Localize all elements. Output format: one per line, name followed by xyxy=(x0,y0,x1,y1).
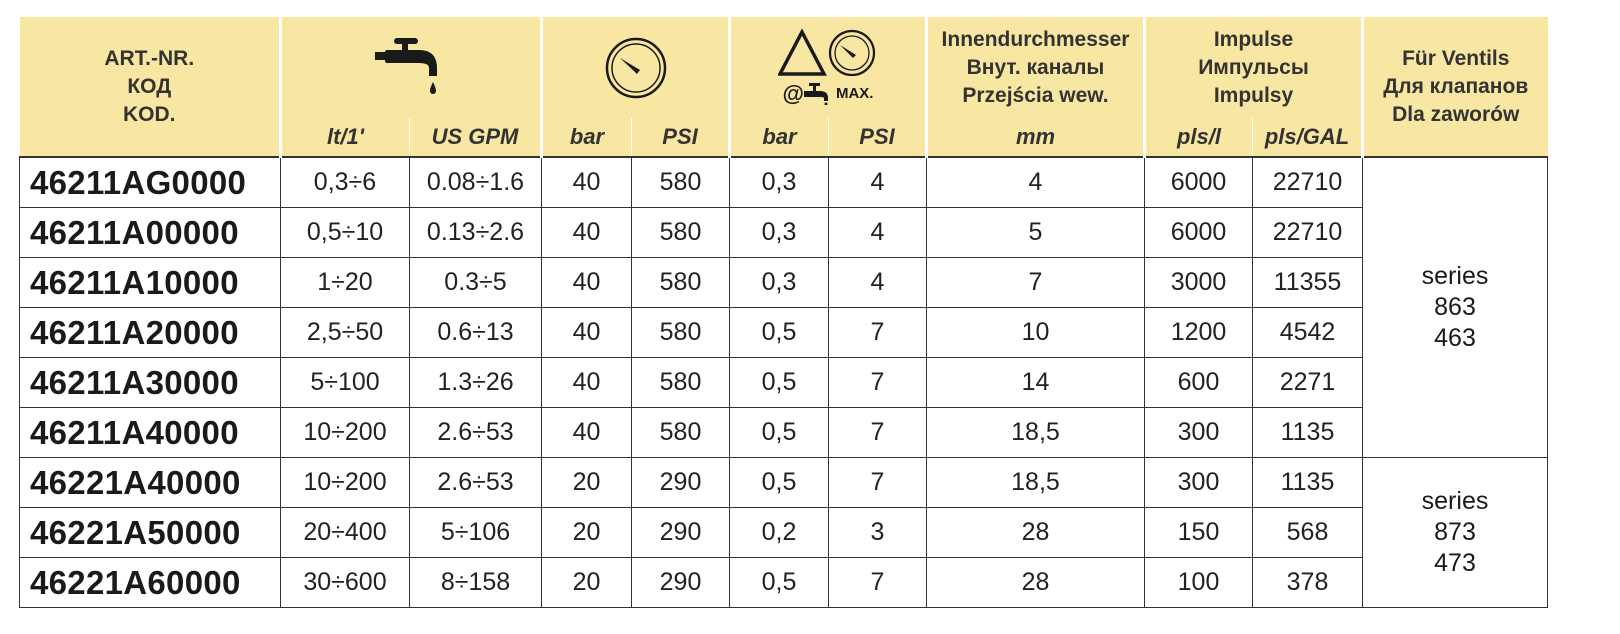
impulse-line: Impulse xyxy=(1213,27,1294,51)
impulse-line: Импульсы xyxy=(1198,55,1309,79)
article-number: 46211A20000 xyxy=(20,308,281,358)
header-delta-pressure xyxy=(730,17,927,118)
pressure-bar: 40 xyxy=(542,208,632,258)
delta-psi: 4 xyxy=(829,208,927,258)
impulse-pls-l: 3000 xyxy=(1145,258,1253,308)
flow-gpm: 5÷106 xyxy=(410,508,542,558)
pressure-bar: 40 xyxy=(542,157,632,208)
art-nr-line: KOD. xyxy=(123,102,176,126)
inner-diameter-mm: 18,5 xyxy=(927,408,1145,458)
impulse-pls-l: 150 xyxy=(1145,508,1253,558)
impulse-pls-l: 300 xyxy=(1145,408,1253,458)
pressure-bar: 40 xyxy=(542,408,632,458)
delta-bar: 0,2 xyxy=(730,508,829,558)
table-row xyxy=(20,508,1548,558)
pressure-bar: 40 xyxy=(542,358,632,408)
inner-diameter-mm: 28 xyxy=(927,508,1145,558)
pressure-psi: 580 xyxy=(632,208,730,258)
delta-bar: 0,3 xyxy=(730,208,829,258)
header-valves xyxy=(1363,17,1548,157)
table-row xyxy=(20,258,1548,308)
flow-gpm: 0.3÷5 xyxy=(410,258,542,308)
flow-lpm: 30÷600 xyxy=(281,558,410,608)
inner-diameter-mm: 4 xyxy=(927,157,1145,208)
unit-label: mm xyxy=(927,118,1145,157)
pressure-bar: 20 xyxy=(542,558,632,608)
inner-diameter-mm: 14 xyxy=(927,358,1145,408)
impulse-pls-l: 6000 xyxy=(1145,208,1253,258)
art-nr-line: КОД xyxy=(127,74,172,98)
flow-gpm: 1.3÷26 xyxy=(410,358,542,408)
table-row xyxy=(20,157,1548,208)
valves-line: Для клапанов xyxy=(1383,74,1529,98)
delta-psi: 4 xyxy=(829,157,927,208)
delta-psi: 3 xyxy=(829,508,927,558)
delta-bar: 0,5 xyxy=(730,558,829,608)
pressure-psi: 290 xyxy=(632,458,730,508)
impulse-pls-l: 600 xyxy=(1145,358,1253,408)
flow-lpm: 1÷20 xyxy=(281,258,410,308)
header-art-nr xyxy=(20,17,281,157)
series-line: series xyxy=(1421,487,1489,515)
flow-lpm: 0,5÷10 xyxy=(281,208,410,258)
flow-gpm: 8÷158 xyxy=(410,558,542,608)
unit-label: pls/l xyxy=(1145,118,1253,157)
spec-table xyxy=(19,17,1548,608)
delta-psi: 7 xyxy=(829,308,927,358)
impulse-pls-gal: 1135 xyxy=(1253,408,1363,458)
flow-gpm: 0.08÷1.6 xyxy=(410,157,542,208)
inner-diameter-mm: 5 xyxy=(927,208,1145,258)
pressure-psi: 580 xyxy=(632,308,730,358)
article-number: 46221A40000 xyxy=(20,458,281,508)
impulse-pls-gal: 1135 xyxy=(1253,458,1363,508)
flow-lpm: 2,5÷50 xyxy=(281,308,410,358)
inner-diameter-line: Внут. каналы xyxy=(966,55,1105,79)
table-row xyxy=(20,308,1548,358)
article-number: 46211AG0000 xyxy=(20,157,281,208)
article-number: 46221A60000 xyxy=(20,558,281,608)
article-number: 46211A10000 xyxy=(20,258,281,308)
impulse-pls-l: 300 xyxy=(1145,458,1253,508)
delta-bar: 0,5 xyxy=(730,458,829,508)
series-line: 873 xyxy=(1434,518,1476,546)
small-tap-icon xyxy=(804,83,834,105)
water-tap-icon xyxy=(375,38,447,98)
impulse-pls-l: 1200 xyxy=(1145,308,1253,358)
inner-diameter-line: Innendurchmesser xyxy=(941,27,1130,51)
delta-psi: 7 xyxy=(829,458,927,508)
pressure-psi: 580 xyxy=(632,358,730,408)
pressure-bar: 20 xyxy=(542,508,632,558)
pressure-psi: 580 xyxy=(632,258,730,308)
valves-line: Für Ventils xyxy=(1402,46,1510,70)
article-number: 46221A50000 xyxy=(20,508,281,558)
header-impulse xyxy=(1145,17,1363,118)
header-flow xyxy=(281,17,542,118)
pressure-psi: 290 xyxy=(632,508,730,558)
inner-diameter-mm: 28 xyxy=(927,558,1145,608)
flow-lpm: 5÷100 xyxy=(281,358,410,408)
pressure-psi: 580 xyxy=(632,408,730,458)
impulse-pls-gal: 2271 xyxy=(1253,358,1363,408)
impulse-pls-gal: 4542 xyxy=(1253,308,1363,358)
impulse-line: Impulsy xyxy=(1213,83,1294,107)
flow-gpm: 2.6÷53 xyxy=(410,458,542,508)
delta-psi: 7 xyxy=(829,408,927,458)
series-line: 473 xyxy=(1434,549,1476,577)
unit-label: PSI xyxy=(829,118,927,157)
table-row xyxy=(20,408,1548,458)
flow-lpm: 10÷200 xyxy=(281,458,410,508)
table-row xyxy=(20,458,1548,508)
table-row xyxy=(20,358,1548,408)
pressure-psi: 290 xyxy=(632,558,730,608)
impulse-pls-gal: 22710 xyxy=(1253,157,1363,208)
series-line: series xyxy=(1421,262,1489,290)
table-row xyxy=(20,558,1548,608)
delta-bar: 0,5 xyxy=(730,358,829,408)
unit-label: lt/1' xyxy=(281,118,410,157)
pressure-psi: 580 xyxy=(632,157,730,208)
inner-diameter-line: Przejścia wew. xyxy=(962,83,1109,107)
flow-gpm: 2.6÷53 xyxy=(410,408,542,458)
unit-label: bar xyxy=(542,118,632,157)
delta-bar: 0,5 xyxy=(730,408,829,458)
series-group xyxy=(1363,458,1548,608)
delta-psi: 4 xyxy=(829,258,927,308)
article-number: 46211A30000 xyxy=(20,358,281,408)
flow-gpm: 0.6÷13 xyxy=(410,308,542,358)
delta-caption-at: @ xyxy=(782,80,804,106)
art-nr-line: ART.-NR. xyxy=(104,46,195,70)
impulse-pls-l: 6000 xyxy=(1145,157,1253,208)
unit-label: US GPM xyxy=(410,118,542,157)
valves-line: Dla zaworów xyxy=(1392,102,1520,126)
pressure-bar: 40 xyxy=(542,308,632,358)
impulse-pls-gal: 11355 xyxy=(1253,258,1363,308)
impulse-pls-gal: 22710 xyxy=(1253,208,1363,258)
series-line: 863 xyxy=(1434,293,1476,321)
delta-bar: 0,5 xyxy=(730,308,829,358)
unit-label: PSI xyxy=(632,118,730,157)
series-group xyxy=(1363,157,1548,458)
flow-lpm: 20÷400 xyxy=(281,508,410,558)
header-inner-diameter xyxy=(927,17,1145,118)
delta-psi: 7 xyxy=(829,358,927,408)
table-row xyxy=(20,208,1548,258)
inner-diameter-mm: 18,5 xyxy=(927,458,1145,508)
delta-psi: 7 xyxy=(829,558,927,608)
delta-bar: 0,3 xyxy=(730,157,829,208)
header-pressure xyxy=(542,17,730,118)
impulse-pls-l: 100 xyxy=(1145,558,1253,608)
flow-lpm: 0,3÷6 xyxy=(281,157,410,208)
flow-lpm: 10÷200 xyxy=(281,408,410,458)
article-number: 46211A40000 xyxy=(20,408,281,458)
pressure-bar: 20 xyxy=(542,458,632,508)
impulse-pls-gal: 568 xyxy=(1253,508,1363,558)
unit-label: bar xyxy=(730,118,829,157)
inner-diameter-mm: 7 xyxy=(927,258,1145,308)
article-number: 46211A00000 xyxy=(20,208,281,258)
flow-gpm: 0.13÷2.6 xyxy=(410,208,542,258)
delta-pressure-gauge-icon xyxy=(778,29,878,79)
pressure-gauge-icon xyxy=(604,36,668,100)
unit-label: pls/GAL xyxy=(1253,118,1363,157)
pressure-bar: 40 xyxy=(542,258,632,308)
delta-bar: 0,3 xyxy=(730,258,829,308)
series-line: 463 xyxy=(1434,324,1476,352)
inner-diameter-mm: 10 xyxy=(927,308,1145,358)
impulse-pls-gal: 378 xyxy=(1253,558,1363,608)
delta-caption-max: MAX. xyxy=(835,85,874,102)
